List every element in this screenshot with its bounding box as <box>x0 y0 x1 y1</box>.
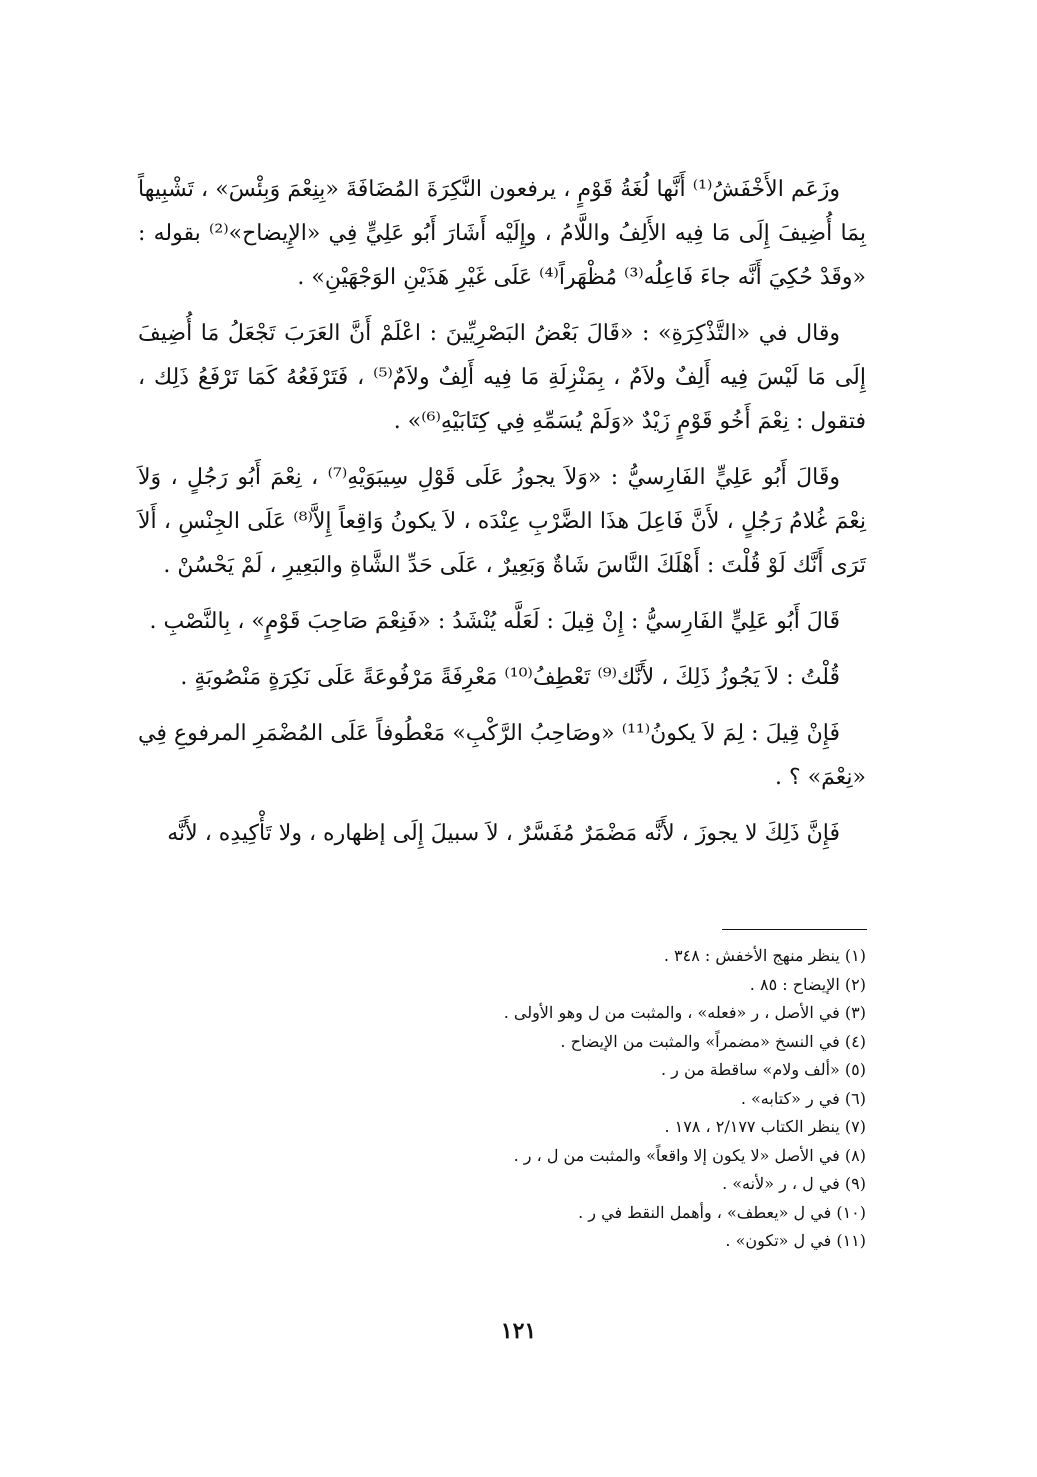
footnote-3: (٣) في الأصل ، ر «فعله» ، والمثبت من ل وهو الأولى . <box>503 1003 866 1022</box>
paragraph-4: قَالَ أَبُو عَلِيٍّ الفَارِسيُّ : إِنْ قِيلَ : لَعَلَّه يُنْشَدُ : «فَنِعْمَ صَاحِبَ قَوْمٍ» ، بِالنَّصْبِ . <box>149 609 840 634</box>
footnote-5: (٥) «ألف ولام» ساقطة من ر . <box>660 1060 866 1079</box>
footnote-separator <box>722 929 867 930</box>
footnote-7: (٧) ينظر الكتاب ٢/١٧٧ ، ١٧٨ . <box>664 1117 866 1136</box>
paragraph-2: وقال في «التَّذْكِرَةِ» : «قَالَ بَعْضُ البَصْرِيِّينَ : اعْلَمْ أَنَّ العَرَبَ تَجْعَلُ مَا أُضِيفَ إِلَى مَا لَيْسَ فِيه أَلِفٌ ولاَمٌ ، بِمَنْزِلَةِ مَا فِيه أَلِفٌ ولاَمٌ⁽⁵⁾ ، فَتَرْفَعُهُ كَمَا تَرْفَعُ ذَلِك ، فتقول : نِعْمَ أَخُو قَوْمٍ زَيْدٌ «وَلَمْ يُسَمِّهِ فِي كِتَابَيْهِ⁽⁶⁾» . <box>138 321 866 434</box>
footnotes <box>320 942 866 1256</box>
page-number: ١٢١ <box>500 1318 537 1344</box>
main-text <box>138 168 866 868</box>
footnote-6: (٦) في ر «كتابه» . <box>740 1088 866 1108</box>
footnote-10: (١٠) في ل «يعطف» ، وأهمل النقط في ر . <box>578 1202 866 1222</box>
paragraph-7: فَإِنَّ ذَلِكَ لا يجوزَ ، لأَنَّه مَضْمَرٌ مُفَسَّرٌ ، لاَ سبيلَ إِلَى إظهاره ، ولا تَأْكِيدِه ، لأَنَّه <box>167 821 840 846</box>
footnote-1: (١) ينظر منهج الأخفش : ٣٤٨ . <box>663 946 866 965</box>
footnote-4: (٤) في النسخ «مضمراً» والمثبت من الإيضاح . <box>560 1031 866 1051</box>
footnote-9: (٩) في ل ، ر «لأنه» . <box>722 1174 866 1193</box>
footnote-11: (١١) في ل «تكون» . <box>725 1231 866 1250</box>
footnote-8: (٨) في الأصل «لا يكون إلا واقعاً» والمثبت من ل ، ر . <box>513 1145 866 1165</box>
paragraph-3: وقَالَ أَبُو عَلِيٍّ الفَارِسيُّ : «وَلاَ يجوزُ عَلَى قَوْلِ سِيبَوَيْهِ⁽⁷⁾ ، نِعْمَ أَبُو رَجُلٍ ، وَلاَ نِعْمَ غُلامُ رَجُلٍ ، لأَنَّ فَاعِلَ هذَا الضَّرْبِ عِنْدَه ، لاَ يكونُ وَاقِعاً إِلاَّ⁽⁸⁾ عَلَى الجِنْسِ ، أَلاَ تَرَى أَنَّك لَوْ قُلْتَ : أَهْلَكَ النَّاسَ شَاةٌ وَبَعِيرٌ ، عَلَى حَدِّ الشَّاةِ والبَعِيرِ ، لَمْ يَحْسُنْ . <box>138 465 867 578</box>
paragraph-5: قُلْتُ : لاَ يَجُوزُ ذَلِكَ ، لأَنَّك⁽⁹⁾ تَعْطِفُ⁽¹⁰⁾ مَعْرِفَةً مَرْفُوعَةً عَلَى نَكِرَةٍ مَنْصُوبَةٍ . <box>180 665 840 690</box>
paragraph-6: فَإِنْ قِيلَ : لِمَ لاَ يكونُ⁽¹¹⁾ «وصَاحِبُ الرَّكْبِ» مَعْطُوفاً عَلَى المُضْمَرِ المرفوعِ فِي «نِعْمَ» ؟ . <box>138 721 866 790</box>
paragraph-1: وزَعَم الأَخْفَشُ⁽¹⁾ أَنَّها لُغَةُ قَوْمٍ ، يرفعون النَّكِرَةَ المُضَافَةَ «بِنِعْمَ وَبِئْسَ» ، تَشْبِيهاً بِمَا أُضِيفَ إِلَى مَا فِيه الأَلِفُ واللَّامُ ، وإِلَيْه أَشَارَ أَبُو عَلِيٍّ فِي «الإِيضاح»⁽²⁾ بقوله : «وقَدْ حُكِيَ أَنَّه جاءَ فَاعِلُه⁽³⁾ مُظْهَراً⁽⁴⁾ عَلَى غَيْرِ هَذَيْنِ الوَجْهَيْنِ» . <box>138 177 866 290</box>
footnote-2: (٢) الإيضاح : ٨٥ . <box>749 974 866 994</box>
